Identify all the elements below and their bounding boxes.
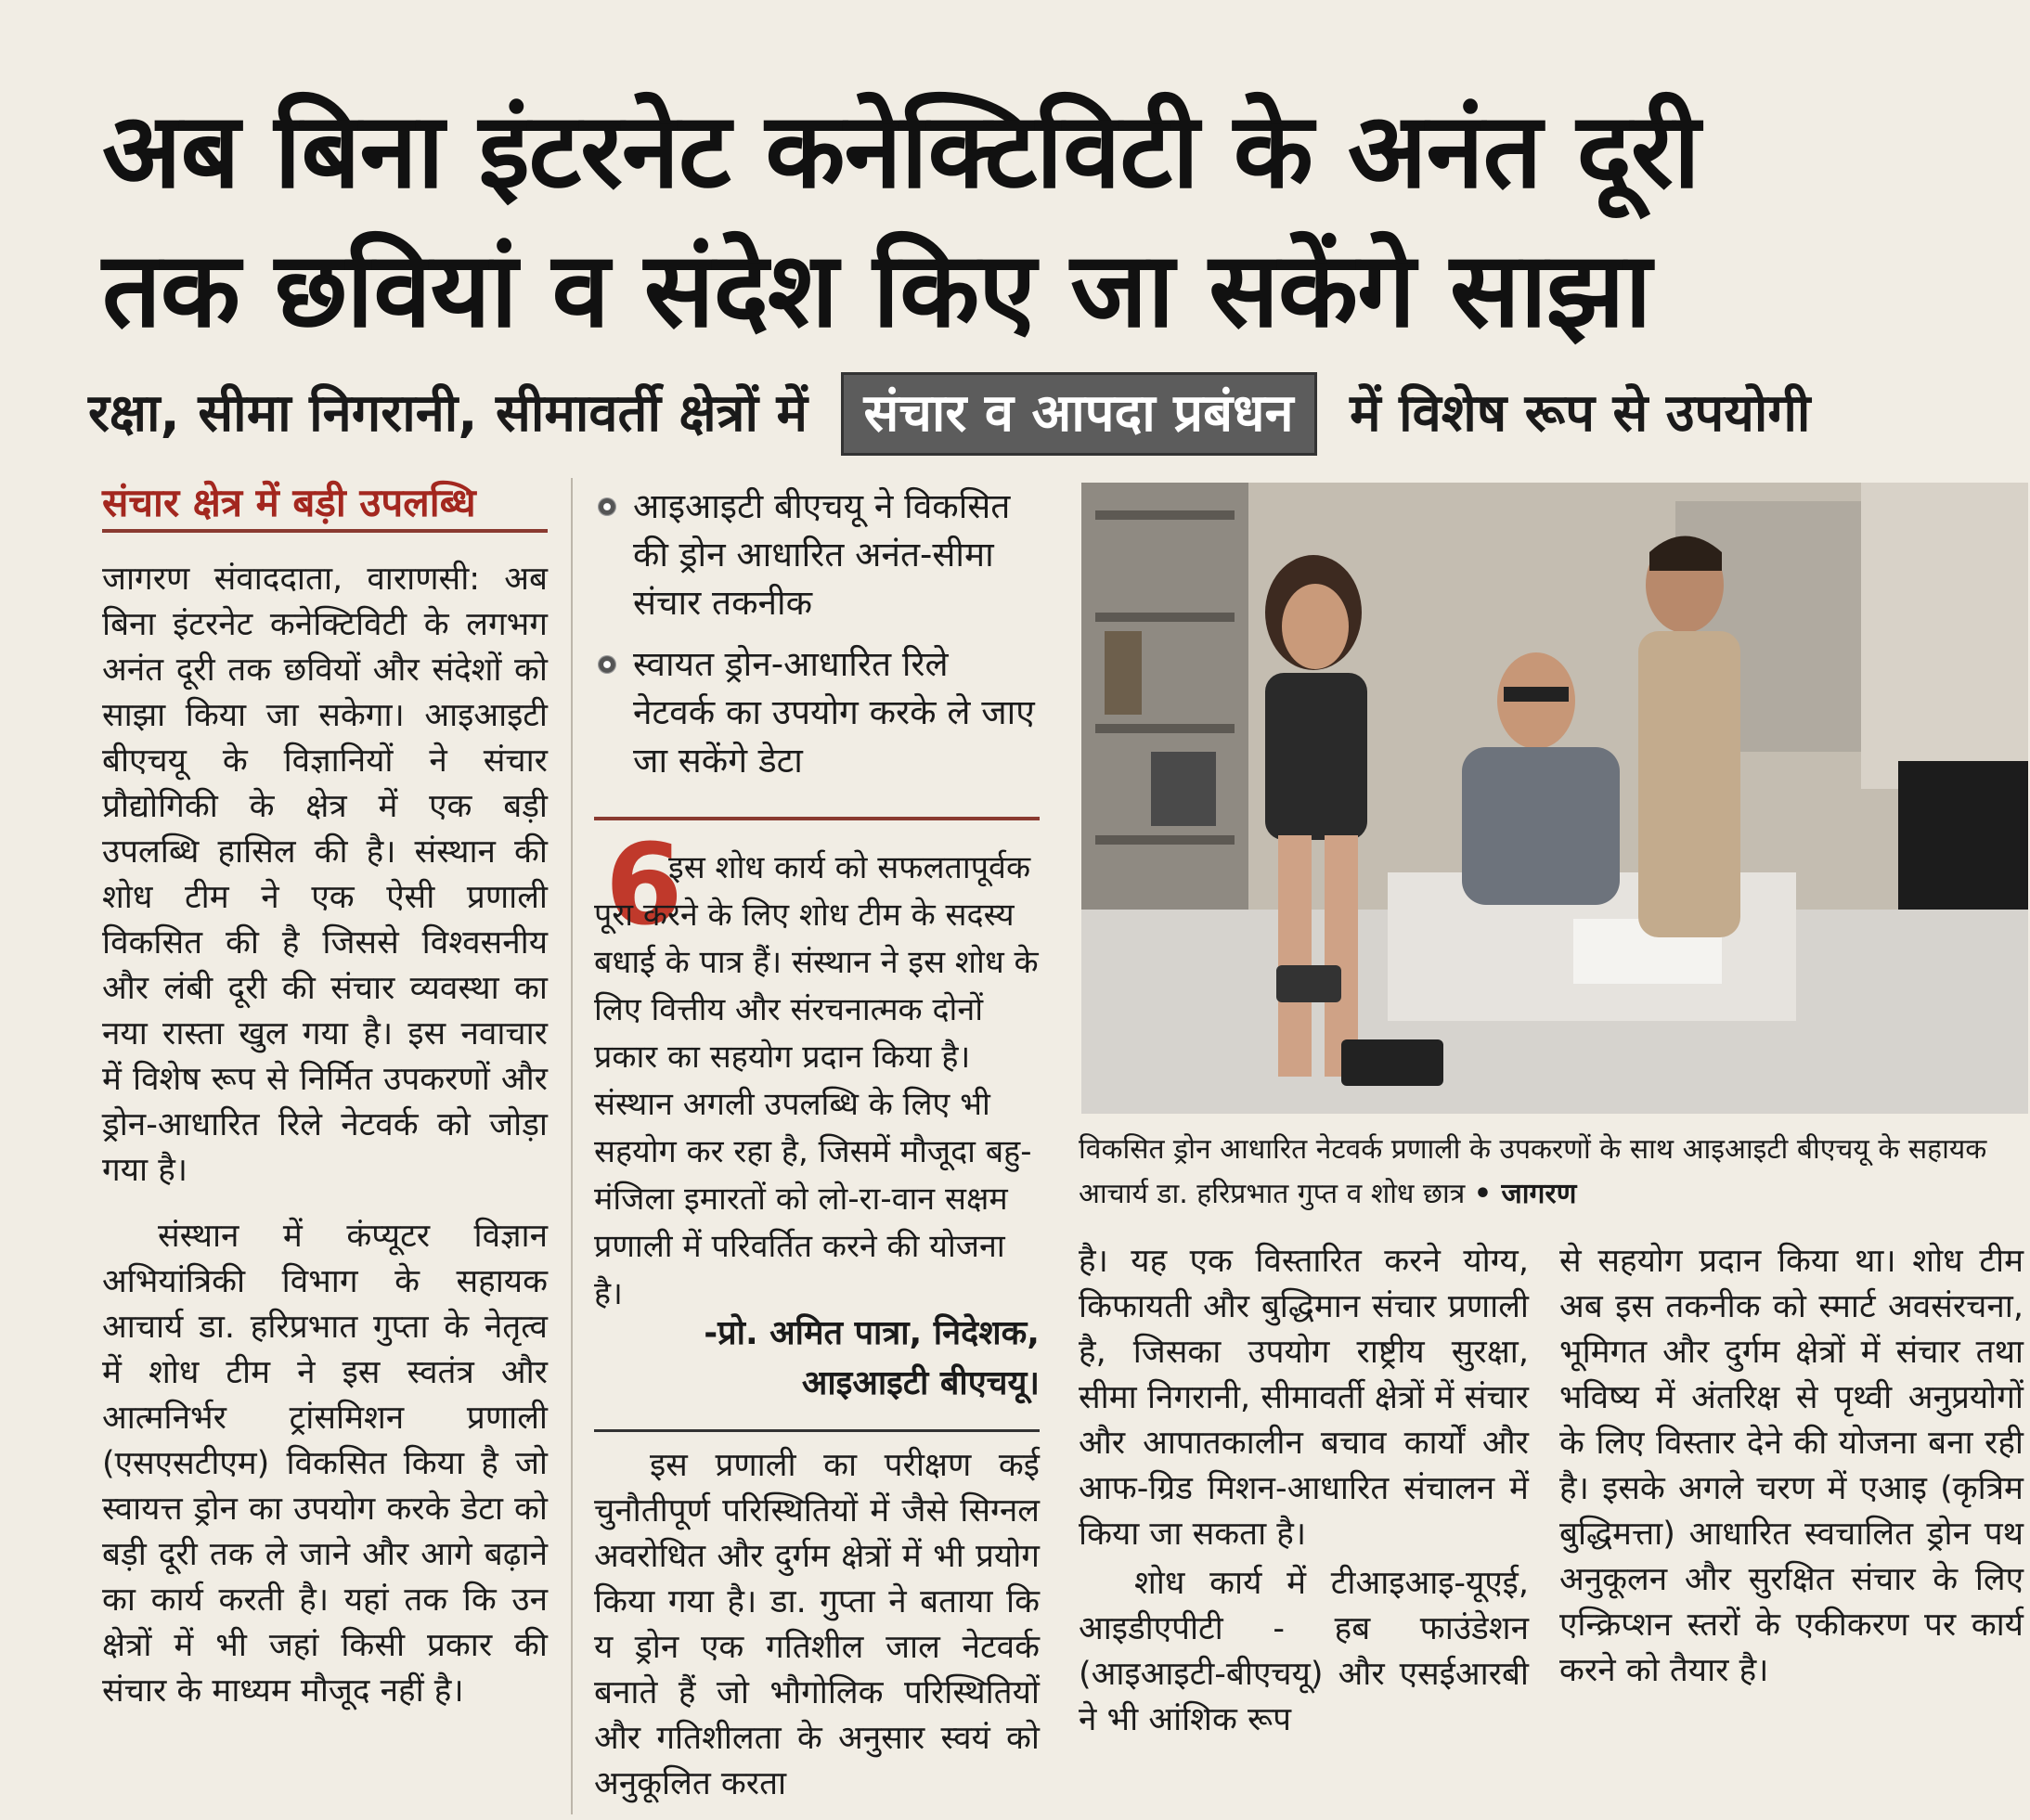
quote-author: -प्रो. अमित पात्रा, निदेशक, (704, 1314, 1040, 1352)
quote-text: इस शोध कार्य को सफलतापूर्वक पूरा करने के लिए शोध टीम के सदस्य बधाई के पात्र हैं। संस्थान ने इस शोध के लिए वित्तीय और संरचनात्मक दोनों प्रकार का सहयोग प्रदान किया है। संस्थान अगली उपलब्धि के लिए भी सहयोग कर रहा है, जिसमें मौजूदा बहु-मंजिला इमारतों को लो-रा-वान सक्षम प्रणाली में परिवर्तित करने की योजना है। (594, 849, 1039, 1312)
col3-paragraph-2: शोध कार्य में टीआइआइ-यूएई, आइडीएपीटी - हब फाउंडेशन (आइआइटी-बीएचयू) और एसईआरबी ने भी आंशिक रूप (1079, 1565, 1529, 1738)
section-kicker: संचार क्षेत्र में बड़ी उपलब्धि (102, 480, 476, 525)
article-column-1 (102, 557, 548, 1714)
director-quote (594, 845, 1040, 1318)
quote-bottom-rule (594, 1429, 1040, 1432)
subheadline-before: रक्षा, सीमा निगरानी, सीमावर्ती क्षेत्रों में (88, 383, 808, 444)
subheadline-after: में विशेष रूप से उपयोगी (1350, 383, 1811, 444)
col3-paragraph-1: है। यह एक विस्तारित करने योग्य, किफायती और बुद्धिमान संचार प्रणाली है, जिसका उपयोग राष्ट्रीय सुरक्षा, सीमा निगरानी, सीमावर्ती क्षेत्रों में संचार और आपातकालीन बचाव कार्यों और आफ-ग्रिड मिशन-आधारित संचालन में किया जा सकता है। (1079, 1243, 1529, 1553)
subheadline-highlight-box: संचार व आपदा प्रबंधन (841, 372, 1317, 456)
headline-line-1: अब बिना इंटरनेट कनेक्टिविटी के अनंत दूरी (102, 91, 1700, 212)
article-column-4 (1559, 1239, 2024, 1694)
col4-paragraph: से सहयोग प्रदान किया था। शोध टीम अब इस तकनीक को स्मार्ट अवसंरचना, भूमिगत और दुर्गम क्षेत्रों में संचार तथा भविष्य में अंतरिक्ष से पृथ्वी अनुप्रयोगों के लिए विस्तार देने की योजना बना रही है। इसके अगले चरण में एआइ (कृत्रिम बुद्धिमत्ता) आधारित स्वचालित ड्रोन पथ अनुकूलन और सुरक्षित संचार के लिए एन्क्रिप्शन स्तरों के एकीकरण पर कार्य करने को तैयार है। (1559, 1243, 2024, 1689)
photo-illustration (1081, 483, 2028, 1114)
photo-caption: विकसित ड्रोन आधारित नेटवर्क प्रणाली के उपकरणों के साथ आइआइटी बीएचयू के सहायक आचार्य डा. हरिप्रभात गुप्त व शोध छात्र • जागरण (1079, 1133, 1987, 1210)
article-column-3 (1079, 1239, 1529, 1743)
highlight-bullet-1: आइआइटी बीएचयू ने विकसित की ड्रोन आधारित अनंत-सीमा संचार तकनीक (594, 483, 1040, 627)
quote-top-rule (594, 817, 1040, 820)
caption-credit: जागरण (1501, 1178, 1577, 1210)
caption-text: विकसित ड्रोन आधारित नेटवर्क प्रणाली के उपकरणों के साथ आइआइटी बीएचयू के सहायक आचार्य डा. हरिप्रभात गुप्त व शोध छात्र (1079, 1133, 1987, 1210)
kicker-rule (102, 529, 548, 533)
col1-paragraph-2: संस्थान में कंप्यूटर विज्ञान अभियांत्रिकी विभाग के सहायक आचार्य डा. हरिप्रभात गुप्ता के नेतृत्व में शोध टीम ने इस स्वतंत्र और आत्मनिर्भर ट्रांसमिशन प्रणाली (एसएसटीएम) विकसित किया है जो स्वायत्त ड्रोन का उपयोग करके डेटा को बड़ी दूरी तक ले जाने और आगे बढ़ाने का कार्य करती है। यहां तक कि उन क्षेत्रों में भी जहां किसी प्रकार की संचार के माध्यम मौजूद नहीं है। (102, 1218, 548, 1710)
news-photo (1081, 483, 2028, 1114)
quote-mark-icon: 6 (605, 821, 683, 950)
headline-line-2: तक छवियां व संदेश किए जा सकेंगे साझा (102, 230, 1651, 351)
highlight-bullet-2: स्वायत ड्रोन-आधारित रिले नेटवर्क का उपयोग करके ले जाए जा सकेंगे डेटा (594, 640, 1040, 785)
quote-byline (594, 1309, 1040, 1409)
col1-paragraph-1: जागरण संवाददाता, वाराणसी: अब बिना इंटरनेट कनेक्टिविटी के लगभग अनंत दूरी तक छवियों और संदेशों को साझा किया जा सकेगा। आइआइटी बीएचयू के विज्ञानियों ने संचार प्रौद्योगिकी के क्षेत्र में एक बड़ी उपलब्धि हासिल की है। संस्थान की शोध टीम ने एक ऐसी प्रणाली विकसित की है जिससे विश्वसनीय और लंबी दूरी की संचार व्यवस्था का नया रास्ता खुल गया है। इस नवाचार में विशेष रूप से निर्मित उपकरणों और ड्रोन-आधारित रिले नेटवर्क को जोड़ा गया है। (102, 561, 548, 1189)
quote-organization: आइआइटी बीएचयू। (801, 1364, 1040, 1402)
highlights-list (594, 483, 1040, 798)
subheadline (88, 371, 1963, 457)
col2-paragraph: इस प्रणाली का परीक्षण कई चुनौतीपूर्ण परिस्थितियों में जैसे सिग्नल अवरोधित और दुर्गम क्षेत्रों में भी प्रयोग किया गया है। डा. गुप्ता ने बताया कि य ड्रोन एक गतिशील जाल नेटवर्क बनाते हैं जो भौगोलिक परिस्थितियों और गतिशीलता के अनुसार स्वयं को अनुकूलित करता (594, 1447, 1040, 1802)
column-divider (571, 478, 573, 1814)
article-column-2 (594, 1443, 1040, 1807)
